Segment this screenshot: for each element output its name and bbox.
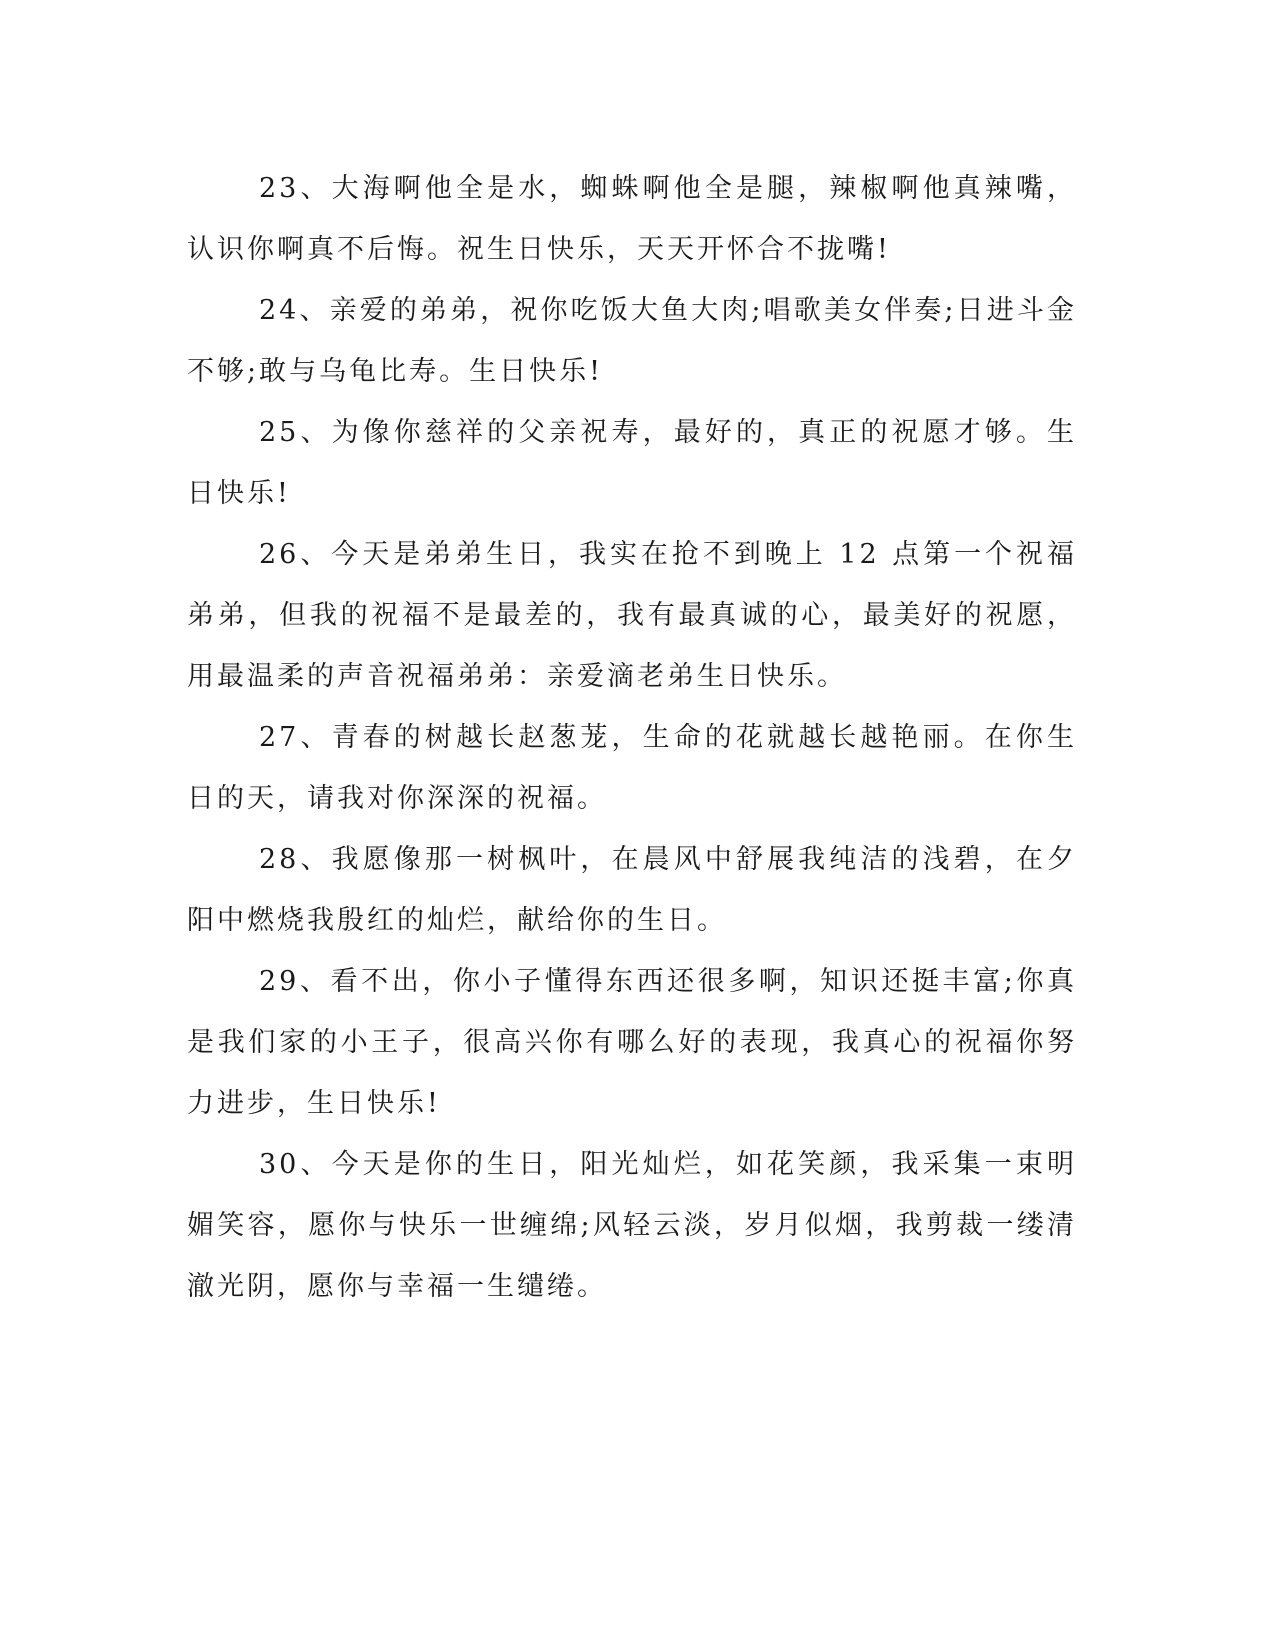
paragraph-30: 30、今天是你的生日，阳光灿烂，如花笑颜，我采集一束明媚笑容，愿你与快乐一世缠绵;风轻云淡，岁月似烟，我剪裁一缕清澈光阴，愿你与幸福一生缱绻。 (187, 1149, 1077, 1302)
paragraph-27: 27、青春的树越长赵葱茏，生命的花就越长越艳丽。在你生日的天，请我对你深深的祝福。 (187, 722, 1077, 814)
paragraph-28: 28、我愿像那一树枫叶，在晨风中舒展我纯洁的浅碧，在夕阳中燃烧我殷红的灿烂，献给你的生日。 (187, 844, 1077, 936)
paragraph-23: 23、大海啊他全是水，蜘蛛啊他全是腿，辣椒啊他真辣嘴，认识你啊真不后悔。祝生日快乐，天天开怀合不拢嘴! (187, 173, 1077, 265)
document-body (187, 158, 1077, 1317)
paragraph-24: 24、亲爱的弟弟，祝你吃饭大鱼大肉;唱歌美女伴奏;日进斗金不够;敢与乌龟比寿。生日快乐! (187, 295, 1077, 387)
paragraph-26: 26、今天是弟弟生日，我实在抢不到晚上 12 点第一个祝福弟弟，但我的祝福不是最差的，我有最真诚的心，最美好的祝愿，用最温柔的声音祝福弟弟：亲爱滴老弟生日快乐。 (187, 539, 1077, 692)
paragraph-25: 25、为像你慈祥的父亲祝寿，最好的，真正的祝愿才够。生日快乐! (187, 417, 1077, 509)
paragraph-29: 29、看不出，你小子懂得东西还很多啊，知识还挺丰富;你真是我们家的小王子，很高兴你有哪么好的表现，我真心的祝福你努力进步，生日快乐! (187, 966, 1077, 1119)
